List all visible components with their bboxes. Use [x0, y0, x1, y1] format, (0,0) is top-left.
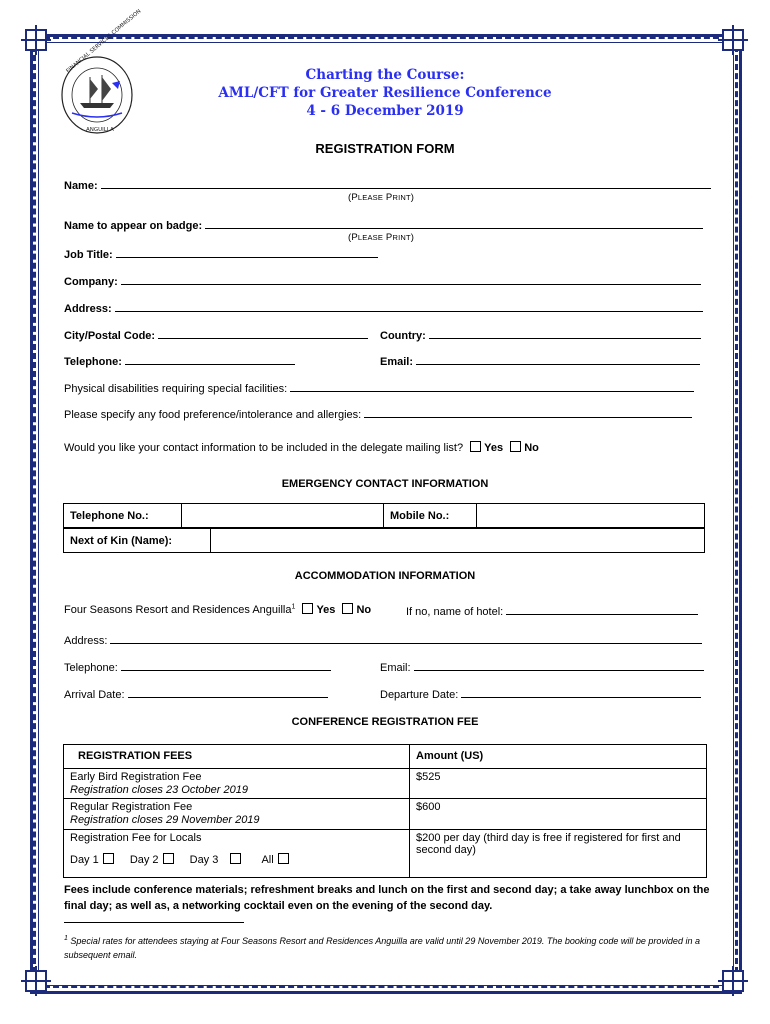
- departure-date-field[interactable]: [380, 688, 701, 701]
- disabilities-field[interactable]: [64, 382, 694, 395]
- day-options: [70, 853, 403, 867]
- city-line[interactable]: [158, 329, 368, 339]
- hotel-address-field[interactable]: [64, 634, 702, 647]
- mobile-no-label: Mobile No.:: [384, 504, 477, 528]
- hotel-question: [64, 603, 371, 616]
- name-label: Name:: [64, 180, 98, 192]
- table-row: [64, 829, 707, 877]
- table-row: [64, 799, 707, 829]
- fee-note: Registration closes 23 October 2019: [70, 783, 248, 796]
- conference-title-line2: AML/CFT for Greater Resilience Conference: [218, 85, 552, 101]
- mailing-list-label: Would you like your contact information to be included in the delegate mailing list?: [64, 442, 464, 454]
- hotel-address-line[interactable]: [110, 634, 702, 644]
- other-hotel-field[interactable]: [406, 605, 698, 618]
- hotel-telephone-line[interactable]: [121, 661, 331, 671]
- footnote-number: 1: [64, 935, 68, 942]
- telephone-label: Telephone:: [64, 356, 122, 368]
- border-dash-top: [44, 36, 728, 39]
- hotel-no-checkbox[interactable]: [342, 603, 353, 614]
- city-field[interactable]: [64, 329, 368, 342]
- disabilities-label: Physical disabilities requiring special facilities:: [64, 383, 288, 395]
- departure-date-line[interactable]: [461, 688, 701, 698]
- arrival-date-line[interactable]: [128, 688, 328, 698]
- svg-text:FINANCIAL SERVICES COMMISSION: FINANCIAL SERVICES COMMISSION: [65, 8, 143, 75]
- hotel-yes-checkbox[interactable]: [302, 603, 313, 614]
- other-hotel-label: If no, name of hotel:: [406, 606, 504, 618]
- hotel-email-label: Email:: [380, 662, 411, 674]
- yes-label: Yes: [484, 442, 504, 454]
- fee-name-cell: [64, 799, 410, 829]
- fees-include-note: Fees include conference materials; refreshment breaks and lunch on the first and second day; a take away lunchbox on the final day; as well as, a networking cocktail even on the evening of the second day.: [64, 884, 710, 912]
- conference-dates: 4 - 6 December 2019: [306, 103, 464, 119]
- departure-date-label: Departure Date:: [380, 689, 459, 701]
- fee-amount: $200 per day (third day is free if registered for first and second day): [410, 829, 707, 877]
- corner-ornament: [25, 970, 47, 992]
- corner-ornament: [25, 29, 47, 51]
- fees-table: [63, 744, 707, 878]
- name-field[interactable]: [64, 179, 711, 192]
- emergency-contact-table: [63, 503, 705, 528]
- telephone-line[interactable]: [125, 355, 295, 365]
- form-title: REGISTRATION FORM: [315, 141, 455, 156]
- accommodation-heading: ACCOMMODATION INFORMATION: [294, 570, 476, 582]
- name-line[interactable]: [101, 179, 711, 189]
- disabilities-line[interactable]: [290, 382, 694, 392]
- border-dash-left: [33, 46, 36, 982]
- email-label: Email:: [380, 356, 414, 368]
- day3-label: Day 3: [189, 854, 219, 867]
- footnote: [64, 933, 714, 963]
- fee-name: Early Bird Registration Fee: [70, 771, 202, 783]
- other-hotel-line[interactable]: [506, 605, 698, 615]
- please-print-hint: (PLEASE PRINT): [348, 232, 415, 243]
- telephone-field[interactable]: [64, 355, 295, 368]
- day2-label: Day 2: [129, 854, 159, 867]
- food-label: Please specify any food preference/intolerance and allergies:: [64, 409, 362, 421]
- job-title-label: Job Title:: [64, 249, 113, 261]
- fee-note: Registration closes 29 November 2019: [70, 813, 260, 826]
- hotel-email-field[interactable]: [380, 661, 704, 674]
- day2-checkbox[interactable]: [163, 853, 174, 864]
- next-of-kin-input[interactable]: [211, 529, 705, 553]
- hotel-email-line[interactable]: [414, 661, 704, 671]
- all-days-checkbox[interactable]: [278, 853, 289, 864]
- hotel-question-label: Four Seasons Resort and Residences Anguilla: [64, 604, 292, 616]
- border-dash-right: [735, 46, 738, 982]
- country-field[interactable]: [380, 329, 701, 342]
- footnote-separator: [64, 922, 244, 923]
- svg-text:ANGUILLA: ANGUILLA: [86, 127, 114, 133]
- city-label: City/Postal Code:: [64, 330, 156, 342]
- no-label: No: [356, 604, 372, 616]
- arrival-date-label: Arrival Date:: [64, 689, 125, 701]
- telephone-no-input[interactable]: [182, 504, 384, 528]
- company-label: Company:: [64, 276, 118, 288]
- emergency-heading: EMERGENCY CONTACT INFORMATION: [281, 478, 489, 490]
- yes-label: Yes: [316, 604, 336, 616]
- day1-checkbox[interactable]: [103, 853, 114, 864]
- table-row: [64, 769, 707, 799]
- day1-label: Day 1: [70, 854, 99, 867]
- arrival-date-field[interactable]: [64, 688, 328, 701]
- mobile-no-input[interactable]: [477, 504, 705, 528]
- badge-name-field[interactable]: [64, 219, 703, 232]
- address-label: Address:: [64, 303, 112, 315]
- food-field[interactable]: [64, 408, 692, 421]
- fee-name: Regular Registration Fee: [70, 801, 193, 814]
- footnote-text: Special rates for attendees staying at Four Seasons Resort and Residences Anguilla are valid until 29 November 2019. The booking code will be provided in a subsequent email.: [64, 936, 700, 961]
- address-line[interactable]: [115, 302, 703, 312]
- company-line[interactable]: [121, 275, 701, 285]
- company-field[interactable]: [64, 275, 701, 288]
- country-line[interactable]: [429, 329, 701, 339]
- please-print-hint: (PLEASE PRINT): [348, 192, 415, 203]
- fees-col-header: REGISTRATION FEES: [64, 745, 410, 769]
- fee-name-cell: [64, 829, 410, 877]
- fee-amount: $600: [410, 799, 707, 829]
- mailing-yes-checkbox[interactable]: [470, 441, 481, 452]
- hotel-telephone-field[interactable]: [64, 661, 331, 674]
- fees-heading: CONFERENCE REGISTRATION FEE: [291, 716, 479, 728]
- amount-col-header: Amount (US): [410, 745, 707, 769]
- corner-ornament: [722, 970, 744, 992]
- next-of-kin-label: Next of Kin (Name):: [64, 529, 211, 553]
- fee-name-cell: [64, 769, 410, 799]
- badge-name-line[interactable]: [205, 219, 703, 229]
- footnote-marker: 1: [291, 603, 296, 611]
- fsc-seal-logo: [60, 8, 143, 135]
- all-days-label: All: [261, 854, 274, 867]
- mailing-no-checkbox[interactable]: [510, 441, 521, 452]
- telephone-no-label: Telephone No.:: [64, 504, 182, 528]
- conference-title-line1: Charting the Course:: [305, 67, 465, 83]
- next-of-kin-table: [63, 528, 705, 553]
- border-dash-bottom: [44, 985, 728, 988]
- hotel-address-label: Address:: [64, 635, 108, 647]
- corner-ornament: [722, 29, 744, 51]
- address-field[interactable]: [64, 302, 703, 315]
- fee-amount: $525: [410, 769, 707, 799]
- job-title-field[interactable]: [64, 248, 378, 261]
- country-label: Country:: [380, 330, 426, 342]
- mailing-list-question: [64, 441, 539, 454]
- day3-checkbox[interactable]: [230, 853, 241, 864]
- email-line[interactable]: [416, 355, 700, 365]
- badge-name-label: Name to appear on badge:: [64, 220, 203, 232]
- hotel-telephone-label: Telephone:: [64, 662, 118, 674]
- email-field[interactable]: [380, 355, 700, 368]
- food-line[interactable]: [364, 408, 692, 418]
- fee-name: Registration Fee for Locals: [70, 831, 202, 844]
- job-title-line[interactable]: [116, 248, 378, 258]
- no-label: No: [524, 442, 539, 454]
